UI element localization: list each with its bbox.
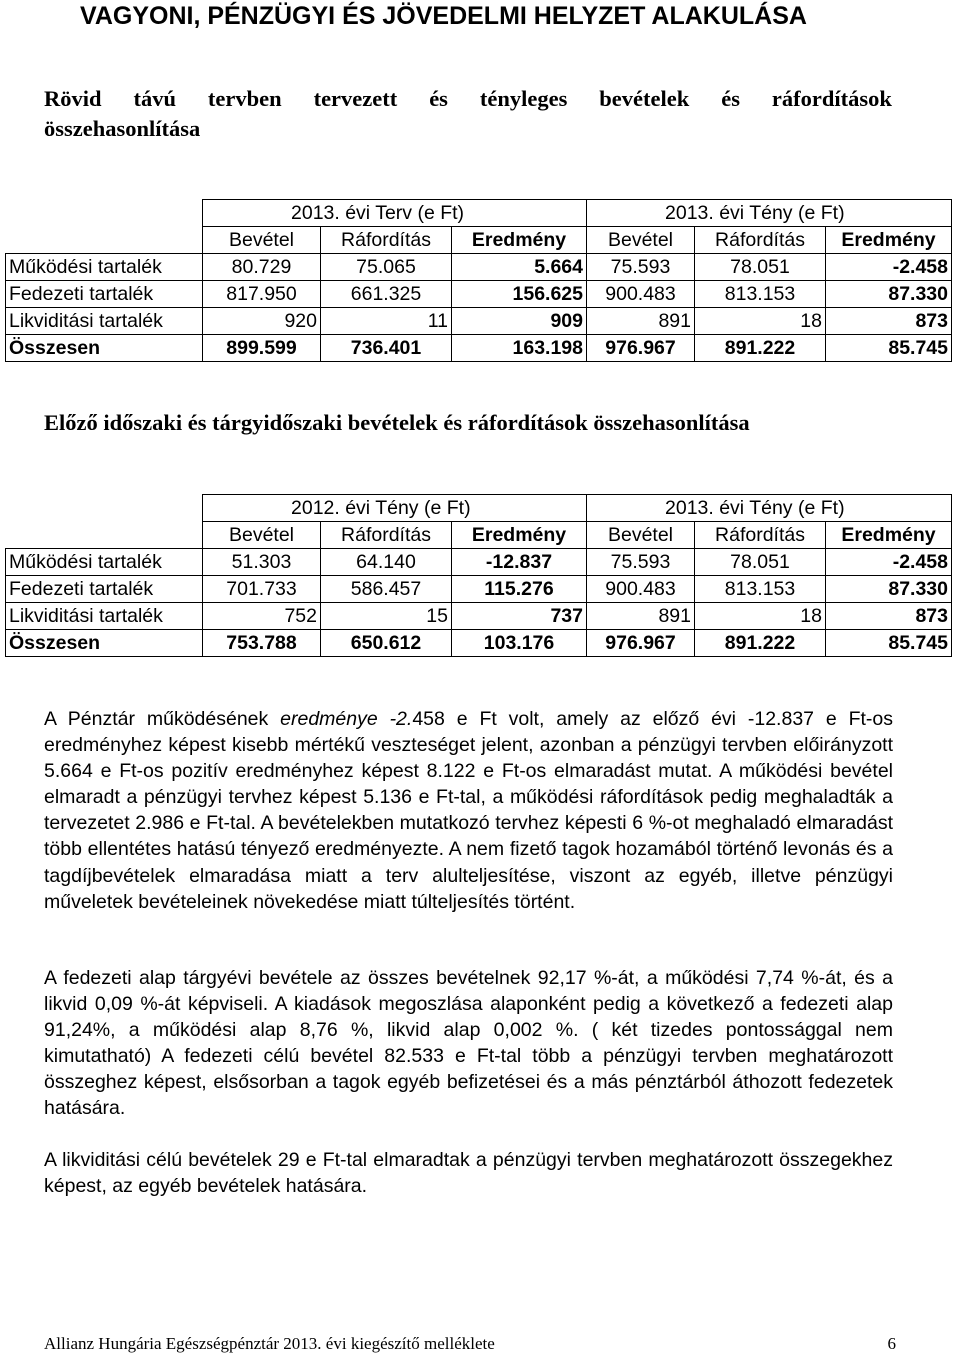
table-total-row xyxy=(6,335,952,362)
row-label: Összesen xyxy=(6,630,203,657)
group-header-prior: 2012. évi Tény (e Ft) xyxy=(203,495,587,522)
table-cell: 976.967 xyxy=(587,630,695,657)
table-cell: 78.051 xyxy=(695,549,826,576)
table-cell: 813.153 xyxy=(695,281,826,308)
table-cell: 18 xyxy=(695,308,826,335)
table-cell: -2.458 xyxy=(826,549,952,576)
table-cell: 85.745 xyxy=(826,630,952,657)
table-cell: 701.733 xyxy=(203,576,321,603)
table-cell: 87.330 xyxy=(826,281,952,308)
table-cell: 75.593 xyxy=(587,549,695,576)
section2-heading: Előző időszaki és tárgyidőszaki bevételek és ráfordítások összehasonlítása xyxy=(44,410,750,435)
column-header: Eredmény xyxy=(452,227,587,254)
row-label: Likviditási tartalék xyxy=(6,603,203,630)
table-cell: 78.051 xyxy=(695,254,826,281)
table-cell: 5.664 xyxy=(452,254,587,281)
row-label: Fedezeti tartalék xyxy=(6,281,203,308)
table-cell: 909 xyxy=(452,308,587,335)
column-header: Bevétel xyxy=(587,522,695,549)
heading-word: Rövid xyxy=(44,86,102,111)
table-group-header-row xyxy=(6,495,952,522)
table-cell: 891 xyxy=(587,308,695,335)
table-row xyxy=(6,603,952,630)
heading-word: és xyxy=(429,86,448,111)
table-row xyxy=(6,549,952,576)
group-header-plan: 2013. évi Terv (e Ft) xyxy=(203,200,587,227)
section1-heading xyxy=(44,84,892,144)
heading-word: tervezett xyxy=(313,86,398,111)
section1-heading-line1 xyxy=(44,84,892,114)
table-cell: 115.276 xyxy=(452,576,587,603)
column-header: Bevétel xyxy=(203,522,321,549)
table-cell: 87.330 xyxy=(826,576,952,603)
table-cell: 873 xyxy=(826,308,952,335)
table-cell: 817.950 xyxy=(203,281,321,308)
page-number: 6 xyxy=(887,1334,896,1353)
table-cell: 51.303 xyxy=(203,549,321,576)
table-cell: 661.325 xyxy=(321,281,452,308)
table-cell: 737 xyxy=(452,603,587,630)
table-column-header-row xyxy=(6,522,952,549)
table-row xyxy=(6,254,952,281)
table-cell: 891.222 xyxy=(695,335,826,362)
page-footer xyxy=(44,1334,896,1354)
heading-word: tervben xyxy=(207,86,282,111)
column-header: Eredmény xyxy=(826,227,952,254)
heading-word: bevételek xyxy=(599,86,690,111)
table-cell: 976.967 xyxy=(587,335,695,362)
table-cell: 920 xyxy=(203,308,321,335)
paragraph-italic-text: eredménye -2. xyxy=(280,708,413,730)
table-row xyxy=(6,576,952,603)
column-header: Ráfordítás xyxy=(695,227,826,254)
row-label: Összesen xyxy=(6,335,203,362)
table-cell: 752 xyxy=(203,603,321,630)
table-corner xyxy=(6,522,203,549)
table-cell: 80.729 xyxy=(203,254,321,281)
column-header: Ráfordítás xyxy=(695,522,826,549)
table-row xyxy=(6,308,952,335)
row-label: Működési tartalék xyxy=(6,254,203,281)
paragraph-text: A Pénztár működésének xyxy=(44,708,281,730)
table-cell: 103.176 xyxy=(452,630,587,657)
column-header: Bevétel xyxy=(587,227,695,254)
table-cell: 900.483 xyxy=(587,281,695,308)
section1-heading-line2: összehasonlítása xyxy=(44,116,201,141)
table-cell: 586.457 xyxy=(321,576,452,603)
paragraph-text: 458 e Ft volt, amely az előző évi -12.837 e Ft-os eredményhez képest kisebb mértékű veszteséget jelent, azonban a pénzügyi tervben előirányzott 5.664 e Ft-os pozitív eredményhez képest 8.122 e Ft-os elmaradást mutat. A működési bevétel elmaradt a pénzügyi tervhez képest 5.136 e Ft-tal, a működési ráfordítások pedig meghaladták a tervezetet 2.986 e Ft-tal. A bevételekben mutatkozó tervhez képesti 6 %-ot meghaladó elmaradást több ellentétes hatású tényező eredményezte. A nem fizető tagok hozamából történő levonás és a tagdíjbevételek elmaradása miatt a terv alulteljesítése, viszont az egyéb, illetve pénzügyi műveletek bevételeinek növekedése miatt túlteljesítés történt. xyxy=(44,708,894,913)
heading-word: távú xyxy=(133,86,176,111)
table-cell: 891.222 xyxy=(695,630,826,657)
row-label: Likviditási tartalék xyxy=(6,308,203,335)
heading-word: és xyxy=(721,86,740,111)
group-header-current: 2013. évi Tény (e Ft) xyxy=(587,495,952,522)
table-cell: 873 xyxy=(826,603,952,630)
table-row xyxy=(6,281,952,308)
table-total-row xyxy=(6,630,952,657)
table-cell: 75.593 xyxy=(587,254,695,281)
table-cell: -2.458 xyxy=(826,254,952,281)
table-cell: 813.153 xyxy=(695,576,826,603)
heading-word: ráfordítások xyxy=(771,86,892,111)
column-header: Ráfordítás xyxy=(321,522,452,549)
table-corner xyxy=(6,495,203,522)
row-label: Fedezeti tartalék xyxy=(6,576,203,603)
plan-vs-actual-table xyxy=(5,199,952,362)
group-header-actual: 2013. évi Tény (e Ft) xyxy=(587,200,952,227)
table-corner xyxy=(6,200,203,227)
footer-text: Allianz Hungária Egészségpénztár 2013. évi kiegészítő melléklete xyxy=(44,1334,495,1353)
row-label: Működési tartalék xyxy=(6,549,203,576)
table-cell: 15 xyxy=(321,603,452,630)
table-cell: 900.483 xyxy=(587,576,695,603)
heading-word: tényleges xyxy=(479,86,568,111)
page-title: VAGYONI, PÉNZÜGYI ÉS JÖVEDELMI HELYZET ALAKULÁSA xyxy=(80,2,807,30)
paragraph-result-analysis xyxy=(44,706,893,915)
table-group-header-row xyxy=(6,200,952,227)
table-cell: 18 xyxy=(695,603,826,630)
prior-vs-current-table xyxy=(5,494,952,657)
table-cell: 650.612 xyxy=(321,630,452,657)
table-cell: 736.401 xyxy=(321,335,452,362)
table-corner xyxy=(6,227,203,254)
table-cell: 156.625 xyxy=(452,281,587,308)
table-cell: -12.837 xyxy=(452,549,587,576)
table-cell: 75.065 xyxy=(321,254,452,281)
table-cell: 899.599 xyxy=(203,335,321,362)
table-cell: 85.745 xyxy=(826,335,952,362)
table-cell: 163.198 xyxy=(452,335,587,362)
table-cell: 11 xyxy=(321,308,452,335)
paragraph-liquidity: A likviditási célú bevételek 29 e Ft-tal elmaradtak a pénzügyi tervben meghatározott összegekhez képest, az egyéb bevételek hatására. xyxy=(44,1149,893,1198)
paragraph-income-distribution: A fedezeti alap tárgyévi bevétele az összes bevételnek 92,17 %-át, a működési 7,74 %-át, és a likvid 0,09 %-át képviseli. A kiadások megoszlása alaponként pedig a következő a fedezeti alap 91,24%, a működési alap 8,76 %, likvid alap 0,002 %. ( két tizedes pontossággal nem kimutatható) A fedezeti célú bevétel 82.533 e Ft-tal több a pénzügyi tervben meghatározott összeghez képest, elsősorban a tagok egyéb befizetései és a más pénztárból áthozott fedezetek hatására. xyxy=(44,967,893,1120)
table-cell: 891 xyxy=(587,603,695,630)
column-header: Eredmény xyxy=(826,522,952,549)
table-cell: 64.140 xyxy=(321,549,452,576)
column-header: Ráfordítás xyxy=(321,227,452,254)
column-header: Eredmény xyxy=(452,522,587,549)
table-cell: 753.788 xyxy=(203,630,321,657)
column-header: Bevétel xyxy=(203,227,321,254)
table-column-header-row xyxy=(6,227,952,254)
